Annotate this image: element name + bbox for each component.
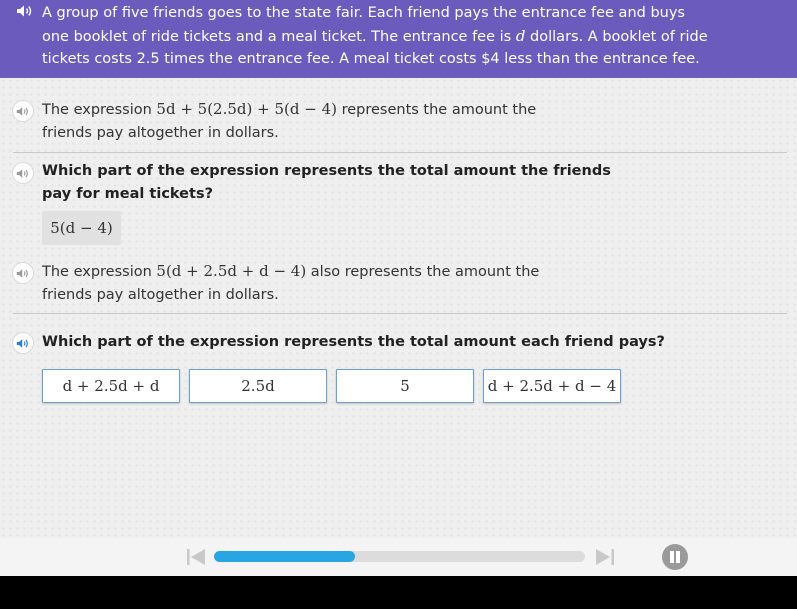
- problem-line-3: tickets costs 2.5 times the entrance fee. A meal ticket costs $4 less than the entrance fee.: [42, 51, 700, 67]
- statement-2-prefix: The expression: [42, 264, 152, 280]
- speaker-icon-active[interactable]: [13, 333, 33, 353]
- pause-icon: [670, 551, 674, 563]
- skip-forward-icon[interactable]: [595, 548, 615, 566]
- pause-button[interactable]: [662, 544, 688, 570]
- statement-1-line-1: [42, 98, 536, 122]
- answer-choice-3[interactable]: 5: [336, 369, 474, 403]
- problem-line-2: [42, 25, 742, 49]
- question-1: [42, 160, 611, 206]
- statement-1-line-2: friends pay altogether in dollars.: [42, 125, 279, 141]
- problem-line-1: A group of five friends goes to the state fair. Each friend pays the entrance fee and buys: [42, 5, 685, 21]
- statement-1: [42, 98, 536, 145]
- divider: [13, 313, 787, 314]
- question-1-line-1: Which part of the expression represents the total amount the friends: [42, 163, 611, 179]
- problem-text: [42, 2, 742, 71]
- progress-track[interactable]: [214, 551, 585, 562]
- question-2-text: Which part of the expression represents the total amount each friend pays?: [42, 334, 665, 350]
- statement-2-line-2: friends pay altogether in dollars.: [42, 287, 279, 303]
- answer-choice-2[interactable]: 2.5d: [189, 369, 327, 403]
- pause-icon: [676, 551, 680, 563]
- statement-2-suffix: also represents the amount the: [310, 264, 540, 280]
- speaker-icon[interactable]: [13, 263, 33, 283]
- progress-fill: [214, 551, 355, 562]
- problem-line-2b: dollars. A booklet of ride: [530, 28, 708, 45]
- statement-1-expression: 5d + 5(2.5d) + 5(d − 4): [156, 100, 337, 118]
- skip-back-icon[interactable]: [186, 548, 206, 566]
- statement-2-expression: 5(d + 2.5d + d − 4): [156, 262, 307, 280]
- question-1-line-2: pay for meal tickets?: [42, 186, 213, 202]
- statement-2: [42, 260, 539, 307]
- player-bar: [0, 538, 797, 576]
- statement-1-suffix: represents the amount the: [341, 102, 537, 118]
- answer-choice-1[interactable]: d + 2.5d + d: [42, 369, 180, 403]
- question-2: [42, 331, 665, 354]
- problem-header: [0, 0, 797, 78]
- variable-d: d: [515, 26, 526, 45]
- statement-1-prefix: The expression: [42, 102, 152, 118]
- speaker-icon[interactable]: [13, 101, 33, 121]
- speaker-icon[interactable]: [16, 4, 34, 18]
- speaker-icon[interactable]: [13, 163, 33, 183]
- divider: [13, 152, 787, 153]
- answer-choice-4[interactable]: d + 2.5d + d − 4: [483, 369, 621, 403]
- statement-2-line-1: [42, 260, 539, 284]
- problem-line-2a: one booklet of ride tickets and a meal ticket. The entrance fee is: [42, 28, 512, 45]
- question-1-answer: 5(d − 4): [42, 211, 121, 245]
